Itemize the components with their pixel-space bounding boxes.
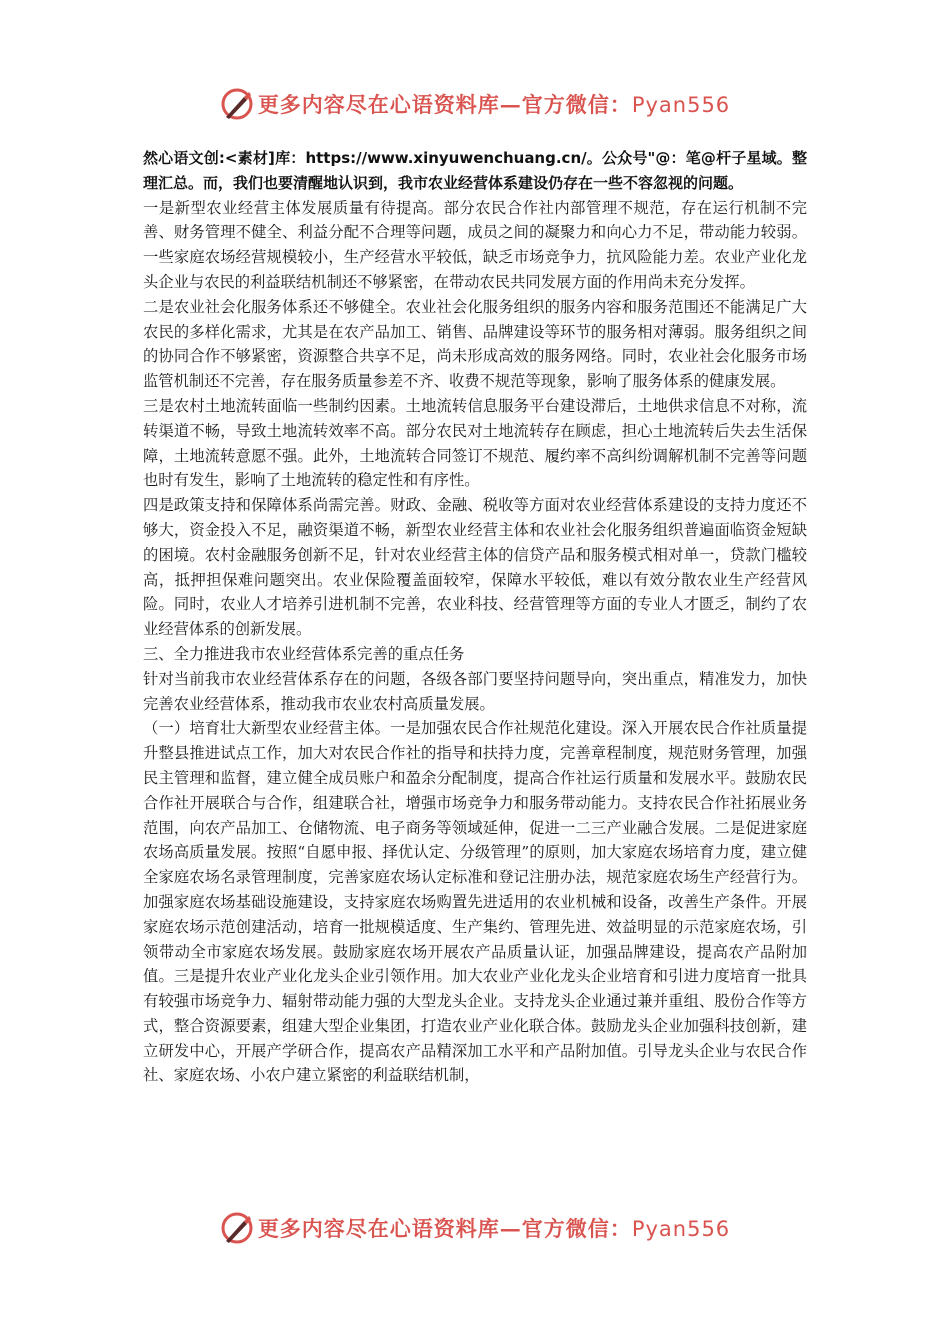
paragraph: 四是政策支持和保障体系尚需完善。财政、金融、税收等方面对农业经营体系建设的支持力度还不够大，资金投入不足，融资渠道不畅，新型农业经营主体和农业社会化服务组织普遍面临资金短缺的困境。农村金融服务创新不足，针对农业经营主体的信贷产品和服务模式相对单一，贷款门槛较高，抵押担保难问题突出。农业保险覆盖面较窄，保障水平较低，难以有效分散农业生产经营风险。同时，农业人才培养引进机制不完善，农业科技、经营管理等方面的专业人才匮乏，制约了农业经营体系的创新发展。 — [143, 496, 807, 639]
header-banner-text: 更多内容尽在心语资料库—官方微信：Pyan556 — [257, 92, 731, 117]
header-banner — [0, 84, 950, 124]
paragraph: 针对当前我市农业经营体系存在的问题，各级各部门要坚持问题导向，突出重点，精准发力，加快完善农业经营体系，推动我市农业农村高质量发展。 — [143, 669, 807, 713]
pen-logo-icon — [220, 87, 254, 121]
paragraph: （一）培育壮大新型农业经营主体。一是加强农民合作社规范化建设。深入开展农民合作社质量提升整县推进试点工作，加大对农民合作社的指导和扶持力度，完善章程制度，规范财务管理，加强民主管理和监督，建立健全成员账户和盈余分配制度，提高合作社运行质量和发展水平。鼓励农民合作社开展联合与合作，组建联合社，增强市场竞争力和服务带动能力。支持农民合作社拓展业务范围，向农产品加工、仓储物流、电子商务等领域延伸，促进一二三产业融合发展。二是促进家庭农场高质量发展。按照“自愿申报、择优认定、分级管理”的原则，加大家庭农场培育力度，建立健全家庭农场名录管理制度，完善家庭农场认定标准和登记注册办法，规范家庭农场生产经营行为。加强家庭农场基础设施建设，支持家庭农场购置先进适用的农业机械和设备，改善生产条件。开展家庭农场示范创建活动，培育一批规模适度、生产集约、管理先进、效益明显的示范家庭农场，引领带动全市家庭农场发展。鼓励家庭农场开展农产品质量认证，加强品牌建设，提高农产品附加值。三是提升农业产业化龙头企业引领作用。加大农业产业化龙头企业培育和引进力度培育一批具有较强市场竞争力、辐射带动能力强的大型龙头企业。支持龙头企业通过兼并重组、股份合作等方式，整合资源要素，组建大型企业集团，打造农业产业化联合体。鼓励龙头企业加强科技创新，建立研发中心，开展产学研合作，提高农产品精深加工水平和产品附加值。引导龙头企业与农民合作社、家庭农场、小农户建立紧密的利益联结机制， — [143, 719, 807, 1085]
paragraph: 三、全力推进我市农业经营体系完善的重点任务 — [143, 644, 465, 663]
pen-logo-icon — [220, 1211, 254, 1245]
footer-banner — [0, 1208, 950, 1248]
paragraph: 一是新型农业经营主体发展质量有待提高。部分农民合作社内部管理不规范，存在运行机制不完善、财务管理不健全、利益分配不合理等问题，成员之间的凝聚力和向心力不足，带动能力较弱。一些家庭农场经营规模较小，生产经营水平较低，缺乏市场竞争力，抗风险能力差。农业产业化龙头企业与农民的利益联结机制还不够紧密，在带动农民共同发展方面的作用尚未充分发挥。 — [143, 198, 807, 291]
paragraph: 然心语文创:<素材]库：https://www.xinyuwenchuang.cn/。公众号"@：笔@杆子星域。整理汇总。而，我们也要清醒地认识到，我市农业经营体系建设仍存在一些不容忽视的问题。 — [143, 149, 807, 192]
footer-banner-text: 更多内容尽在心语资料库—官方微信：Pyan556 — [257, 1216, 731, 1241]
paragraph: 三是农村土地流转面临一些制约因素。土地流转信息服务平台建设滞后，土地供求信息不对称，流转渠道不畅，导致土地流转效率不高。部分农民对土地流转存在顾虑，担心土地流转后失去生活保障，土地流转意愿不强。此外，土地流转合同签订不规范、履约率不高纠纷调解机制不完善等问题也时有发生，影响了土地流转的稳定性和有序性。 — [143, 396, 807, 490]
document-body — [143, 146, 807, 1088]
paragraph: 二是农业社会化服务体系还不够健全。农业社会化服务组织的服务内容和服务范围还不能满足广大农民的多样化需求，尤其是在农产品加工、销售、品牌建设等环节的服务相对薄弱。服务组织之间的协同合作不够紧密，资源整合共享不足，尚未形成高效的服务网络。同时，农业社会化服务市场监管机制还不完善，存在服务质量参差不齐、收费不规范等现象，影响了服务体系的健康发展。 — [143, 297, 807, 391]
